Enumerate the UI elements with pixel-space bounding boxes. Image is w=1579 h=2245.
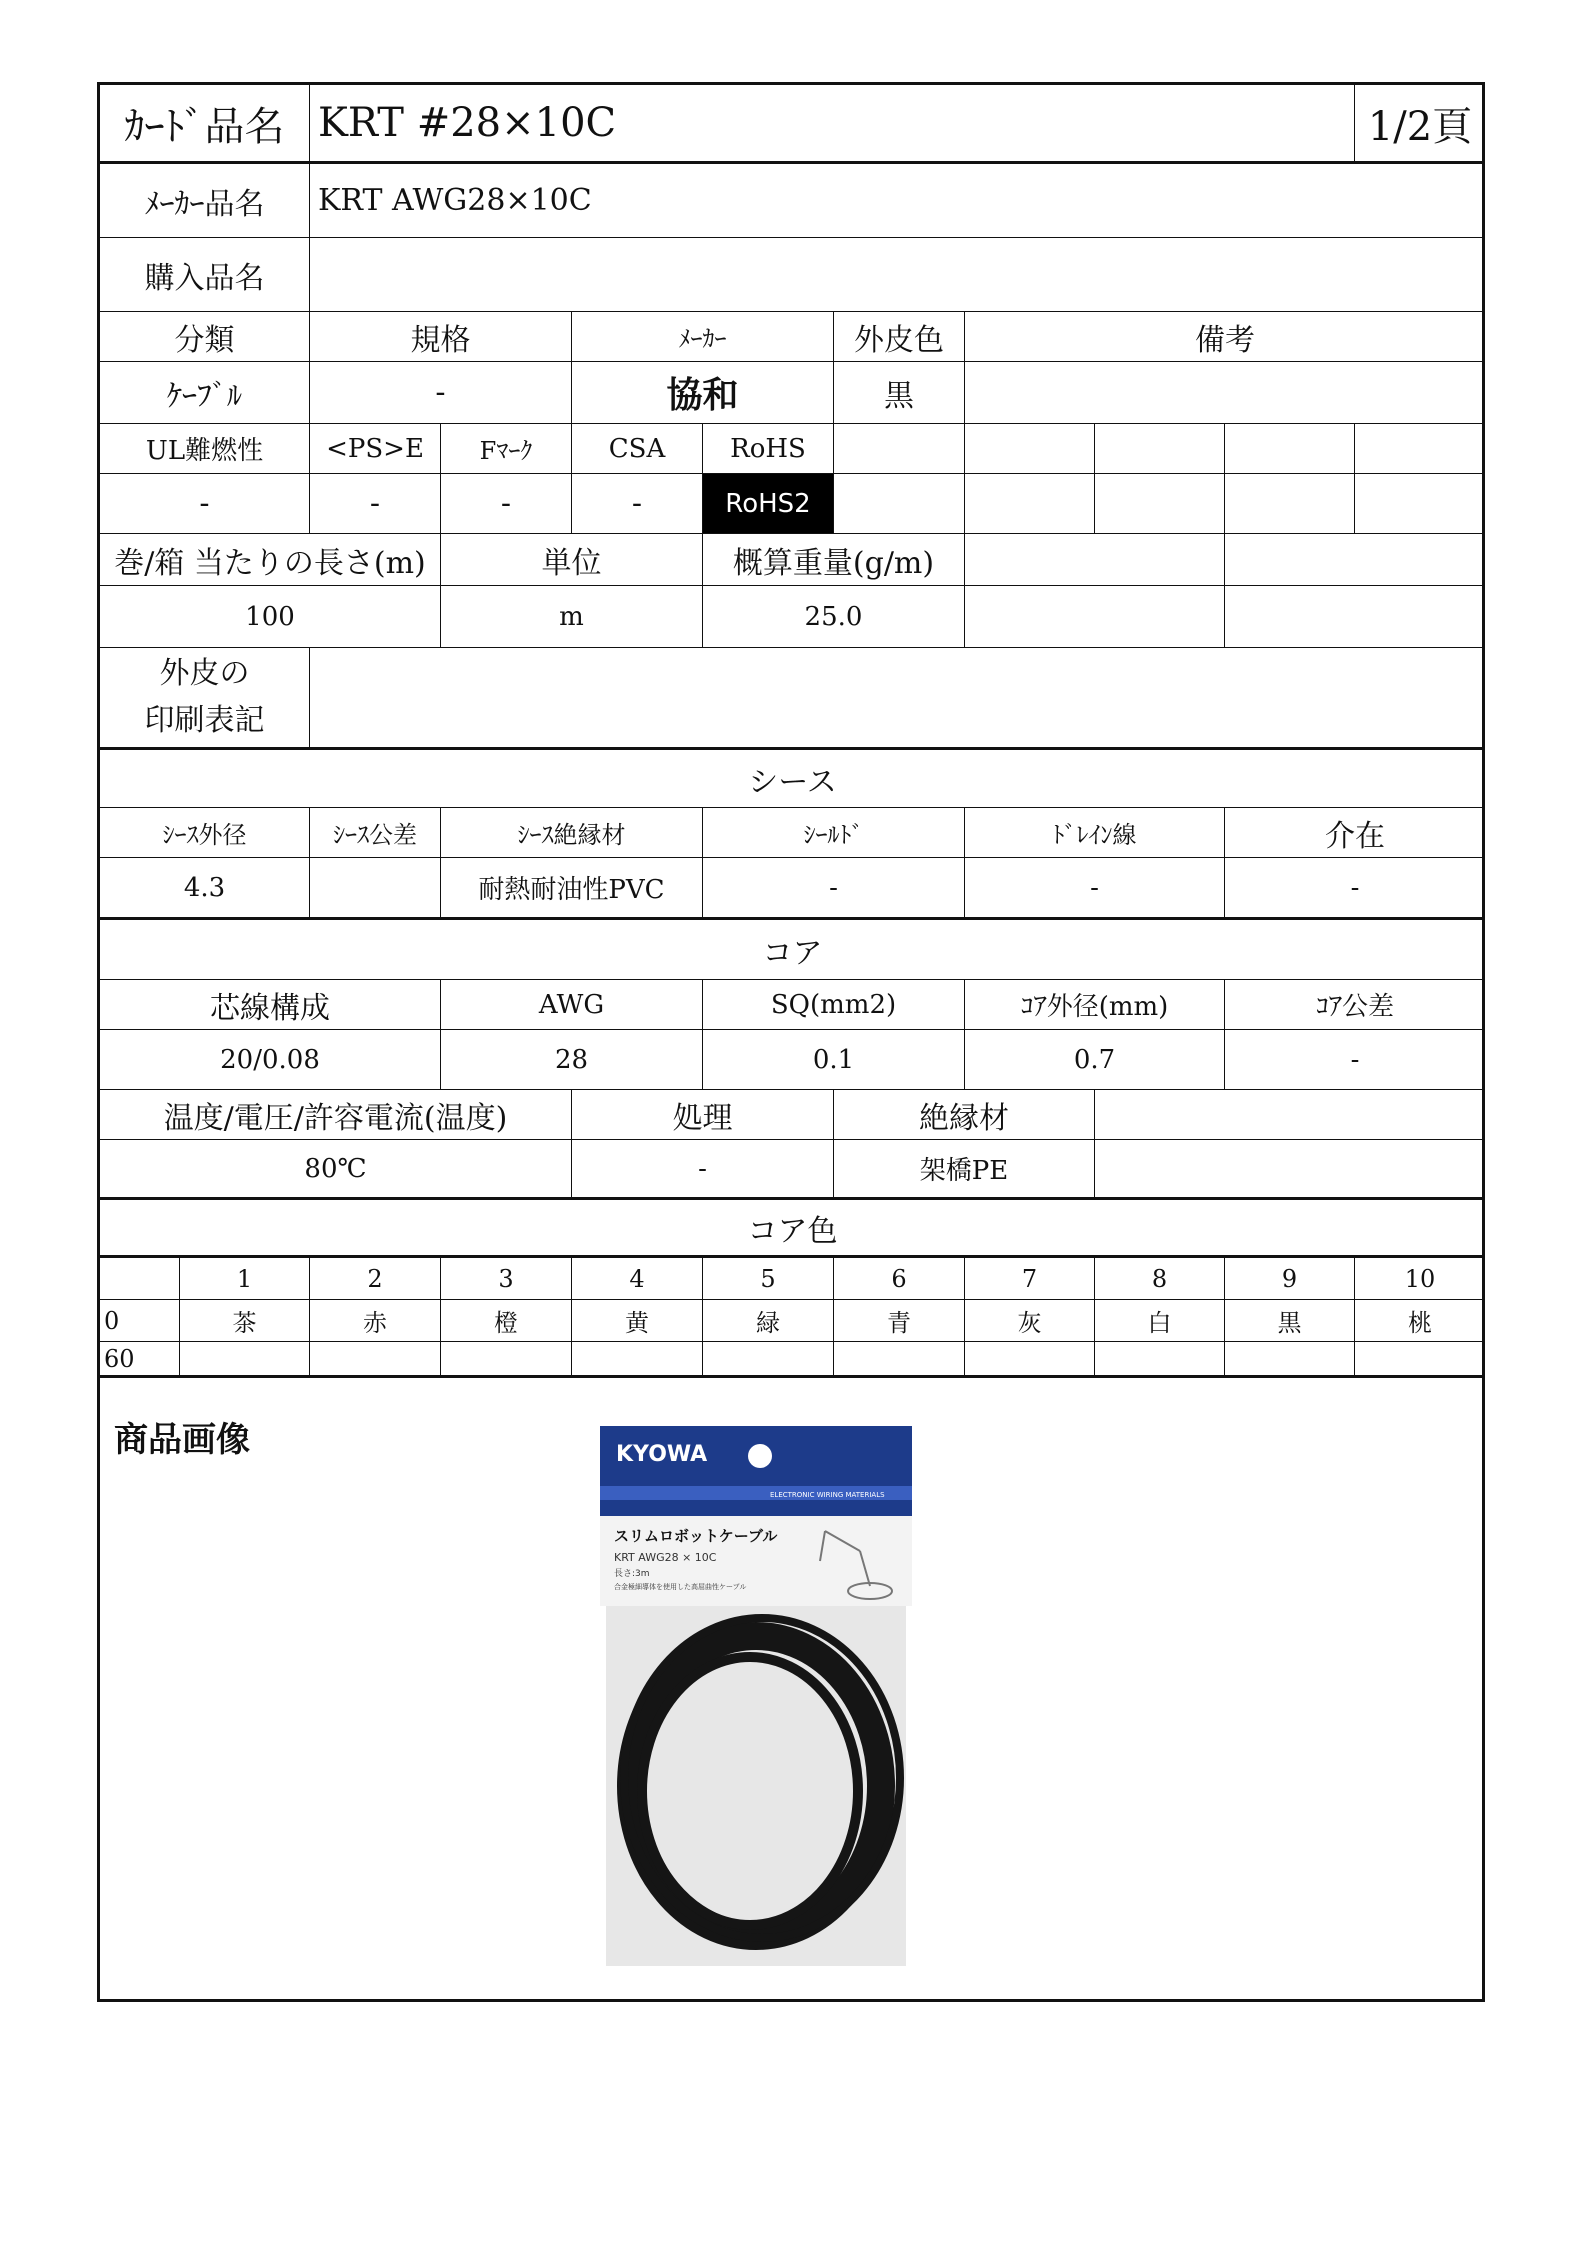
length-header-empty [1225,534,1485,586]
core-color-number: 5 [703,1258,834,1300]
temp-header-empty [1095,1090,1485,1140]
core-color-value-60 [834,1342,965,1378]
std-header-empty [1225,424,1355,474]
maker-name-label: ﾒｰｶｰ品名 [100,164,310,238]
core-header-tol: ｺｱ公差 [1225,980,1485,1030]
class-header-category: 分類 [100,312,310,362]
core-color-number: 7 [965,1258,1095,1300]
core-color-value-60 [1225,1342,1355,1378]
std-header-pse: <PS>E [310,424,441,474]
sheath-header-od: ｼｰｽ外径 [100,808,310,858]
core-color-value: 黄 [572,1300,703,1342]
core-color-value-60 [180,1342,310,1378]
length-value-empty [1225,586,1485,648]
length-value-unit: m [441,586,703,648]
std-value-empty [1225,474,1355,534]
std-header-empty [965,424,1095,474]
card-name-label: ｶｰﾄﾞ品名 [100,85,310,164]
core-title: コア [100,920,1485,980]
spec-sheet [97,82,1485,2002]
std-value-pse: - [310,474,441,534]
std-header-empty [834,424,965,474]
print-label [100,648,310,750]
std-value-empty [1355,474,1485,534]
package-band-text: ELECTRONIC WIRING MATERIALS [770,1491,885,1499]
product-image-label: 商品画像 [114,1420,250,1460]
core-value-tol: - [1225,1030,1485,1090]
temp-value-empty [1095,1140,1485,1200]
length-value-per-roll: 100 [100,586,441,648]
class-value-category: ｹｰﾌﾞﾙ [100,362,310,424]
core-color-number: 8 [1095,1258,1225,1300]
std-value-csa: - [572,474,703,534]
class-header-sheath-color: 外皮色 [834,312,965,362]
core-color-value-60 [310,1342,441,1378]
std-header-empty [1095,424,1225,474]
core-header-od: ｺｱ外径(mm) [965,980,1225,1030]
class-value-remarks [965,362,1485,424]
core-color-number: 4 [572,1258,703,1300]
class-value-maker: 協和 [572,362,834,424]
sheath-header-shield: ｼｰﾙﾄﾞ [703,808,965,858]
package-header-card [600,1426,912,1516]
std-value-empty [965,474,1095,534]
core-color-value-60 [1095,1342,1225,1378]
core-header-strand: 芯線構成 [100,980,441,1030]
core-color-value: 緑 [703,1300,834,1342]
sheath-header-tol: ｼｰｽ公差 [310,808,441,858]
purchase-name-label: 購入品名 [100,238,310,312]
sheath-value-shield: - [703,858,965,920]
core-color-value: 灰 [965,1300,1095,1342]
core-color-number: 10 [1355,1258,1485,1300]
temp-header-insulation: 絶縁材 [834,1090,1095,1140]
std-value-ul: - [100,474,310,534]
core-color-row-label: 60 [100,1342,180,1378]
package-product-name: スリムロボットケーブル [614,1527,778,1545]
length-header-weight: 概算重量(g/m) [703,534,965,586]
std-value-rohs: RoHS2 [703,474,834,534]
class-header-remarks: 備考 [965,312,1485,362]
core-color-value: 桃 [1355,1300,1485,1342]
sheath-title: シース [100,750,1485,808]
temp-header-process: 処理 [572,1090,834,1140]
brand-logo: KYOWA [616,1442,708,1467]
print-label-line1: 外皮の [159,656,250,691]
product-package-illustration [600,1426,912,1966]
std-header-fmark: Fﾏｰｸ [441,424,572,474]
class-value-standard: - [310,362,572,424]
core-color-title: コア色 [100,1200,1485,1258]
sheath-value-insulation: 耐熱耐油性PVC [441,858,703,920]
purchase-name-value [310,238,1485,312]
temp-value-insulation: 架橋PE [834,1140,1095,1200]
package-product-length: 長さ:3m [614,1569,650,1579]
package-product-desc: 合金極細導体を使用した高屈曲性ケーブル [614,1583,747,1591]
length-header-unit: 単位 [441,534,703,586]
page-number: 1/2頁 [1355,85,1485,164]
core-value-awg: 28 [441,1030,703,1090]
card-name-value: KRT #28×10C [310,85,1355,164]
core-color-value: 黒 [1225,1300,1355,1342]
core-value-strand: 20/0.08 [100,1030,441,1090]
core-color-value: 橙 [441,1300,572,1342]
core-header-sq: SQ(mm2) [703,980,965,1030]
core-value-sq: 0.1 [703,1030,965,1090]
length-value-weight: 25.0 [703,586,965,648]
core-color-value: 赤 [310,1300,441,1342]
core-color-value-60 [965,1342,1095,1378]
sheath-value-tol [310,858,441,920]
temp-value-rating: 80℃ [100,1140,572,1200]
temp-value-process: - [572,1140,834,1200]
std-value-empty [834,474,965,534]
class-header-maker: ﾒｰｶｰ [572,312,834,362]
length-header-empty [965,534,1225,586]
core-color-number: 6 [834,1258,965,1300]
std-value-fmark: - [441,474,572,534]
length-value-empty [965,586,1225,648]
core-color-number: 9 [1225,1258,1355,1300]
length-header-per-roll: 巻/箱 当たりの長さ(m) [100,534,441,586]
sheath-value-drain: - [965,858,1225,920]
package-product-model: KRT AWG28 × 10C [614,1551,717,1564]
sheath-header-filler: 介在 [1225,808,1485,858]
std-value-empty [1095,474,1225,534]
print-value [310,648,1485,750]
core-color-number: 3 [441,1258,572,1300]
print-label-line2: 印刷表記 [144,702,265,738]
std-header-rohs: RoHS [703,424,834,474]
product-photo [600,1426,912,1966]
sheath-header-insulation: ｼｰｽ絶縁材 [441,808,703,858]
core-color-value-60 [441,1342,572,1378]
core-color-row-label [100,1258,180,1300]
std-header-csa: CSA [572,424,703,474]
core-color-value-60 [572,1342,703,1378]
std-header-empty [1355,424,1485,474]
core-color-number: 2 [310,1258,441,1300]
core-color-value: 茶 [180,1300,310,1342]
core-color-value-60 [703,1342,834,1378]
sheath-header-drain: ﾄﾞﾚｲﾝ線 [965,808,1225,858]
core-header-awg: AWG [441,980,703,1030]
maker-name-value: KRT AWG28×10C [310,164,1485,238]
core-color-value: 青 [834,1300,965,1342]
class-value-sheath-color: 黒 [834,362,965,424]
temp-header-rating: 温度/電圧/許容電流(温度) [100,1090,572,1140]
product-image-section [100,1398,1485,2002]
core-color-value-60 [1355,1342,1485,1378]
core-value-od: 0.7 [965,1030,1225,1090]
class-header-standard: 規格 [310,312,572,362]
core-color-row-label: 0 [100,1300,180,1342]
sheath-value-od: 4.3 [100,858,310,920]
std-header-ul: UL難燃性 [100,424,310,474]
core-color-number: 1 [180,1258,310,1300]
sheath-value-filler: - [1225,858,1485,920]
core-color-value: 白 [1095,1300,1225,1342]
hang-hole-icon [748,1444,772,1468]
